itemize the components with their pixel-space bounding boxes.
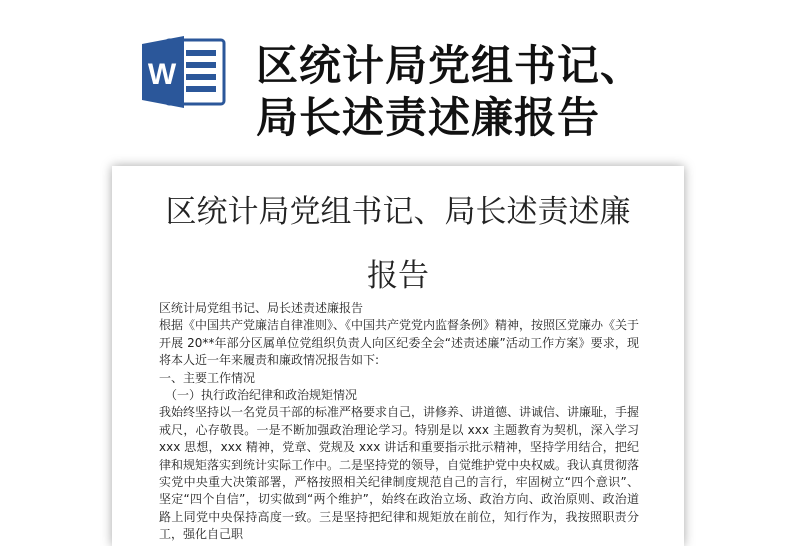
banner-title-line-1: 区统计局党组书记、: [256, 41, 644, 90]
document-title: [112, 186, 684, 302]
doc-paragraph: 根据《中国共产党廉洁自律准则》、《中国共产党党内监督条例》精神，按照区党廉办《关于开展 20**年部分区属单位党组织负责人向区纪委全会“述责述廉”活动工作方案》要求，现将本人近一年来履责和廉政情况报告如下:: [159, 318, 640, 368]
word-document-icon: [140, 34, 228, 110]
doc-paragraph: 区统计局党组书记、局长述责述廉报告: [159, 301, 364, 315]
doc-paragraph: 我始终坚持以一名党员干部的标准严格要求自己，讲修养、讲道德、讲诚信、讲廉耻，手握戒尺，心存敬畏。一是不断加强政治理论学习。特别是以 xxx 主题教育为契机，深入学习 xxx 思想，xxx 精神，党章、党规及 xxx 讲话和重要指示批示精神，坚持学用结合，把纪律和规矩落实到统计实际工作中。二是坚持党的领导，自觉维护党中央权威。我认真贯彻落实党中央重大决策部署，严格按照相关纪律制度规范自己的言行，牢固树立“四个意识”、坚定“四个自信”，切实做到“两个维护”，始终在政治立场、政治方向、政治原则、政治道路上同党中央保持高度一致。三是坚持把纪律和规矩放在前位，知行作为，我按照职责分工，强化自己职: [159, 405, 640, 542]
document-title-line-1: 区统计局党组书记、局长述责述廉: [165, 194, 631, 230]
document-body: [159, 300, 639, 544]
document-title-line-2: 报告: [367, 258, 429, 294]
banner-title-line-2: 局长述责述廉报告: [256, 93, 601, 142]
banner-title: [256, 40, 776, 144]
word-icon-letter: W: [147, 58, 177, 91]
doc-paragraph: 一、主要工作情况: [159, 370, 256, 385]
doc-paragraph: （一）执行政治纪律和政治规矩情况: [165, 388, 358, 403]
document-page: [112, 166, 684, 546]
